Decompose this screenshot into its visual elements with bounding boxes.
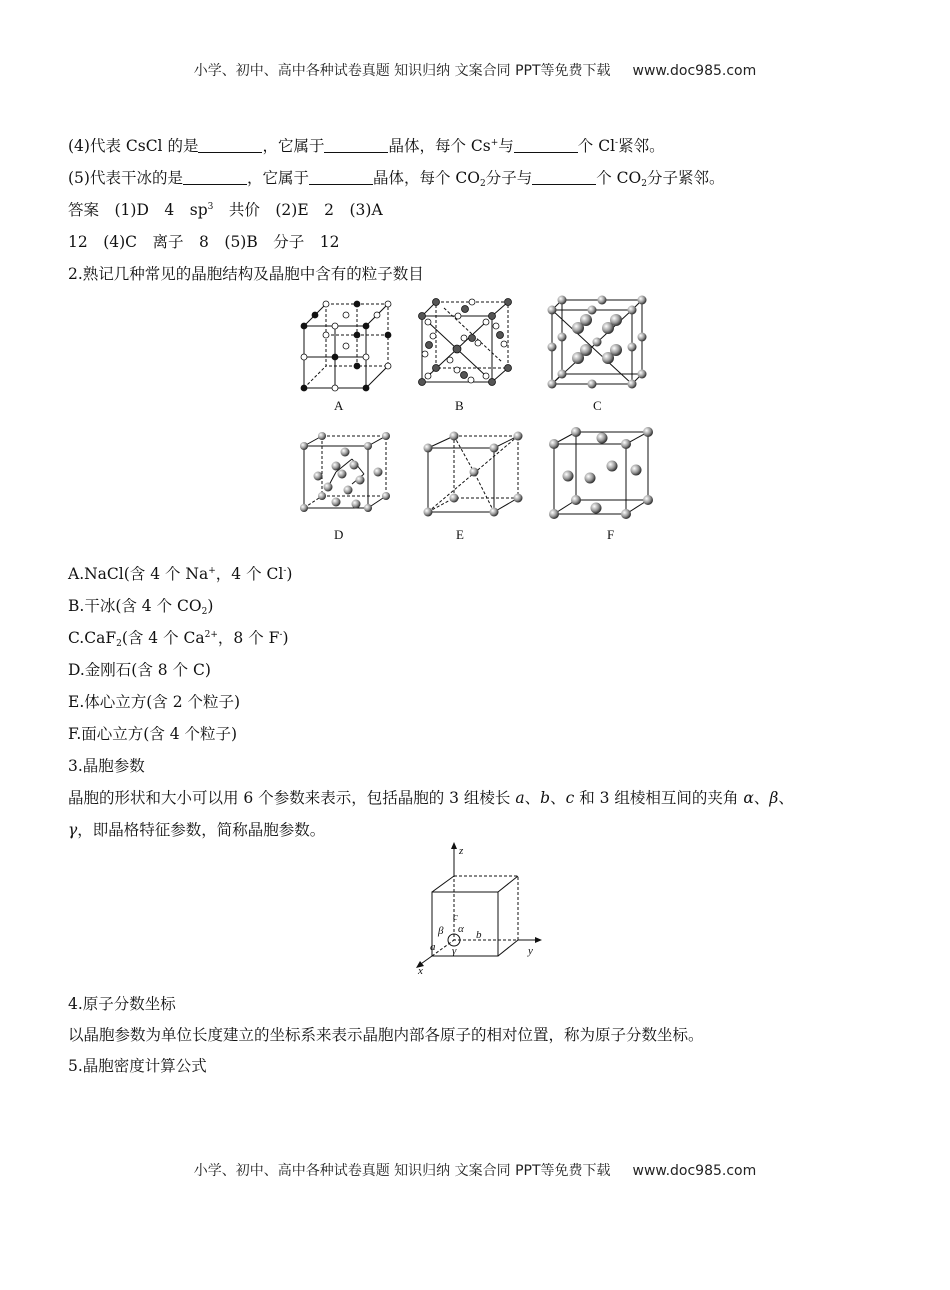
- angle-label-gamma: γ: [452, 945, 457, 957]
- edge-label-b: b: [476, 929, 482, 941]
- figure-label-c: C: [593, 398, 602, 413]
- list-item-e: E.体心立方(含 2 个粒子): [68, 693, 241, 711]
- list-item-f: F.面心立方(含 4 个粒子): [68, 725, 238, 743]
- crystal-figure-f: [548, 428, 652, 520]
- page-header: [0, 60, 950, 80]
- list-item-c: C.CaF$_2$(含 4 个 $Ca^{2+}$，8 个 F-): [68, 629, 289, 649]
- answer-blank[interactable]: [532, 170, 596, 185]
- angle-label-beta: β: [438, 925, 444, 937]
- figure-label-e: E: [456, 527, 464, 542]
- list-item-b: B.干冰(含 4 个 $CO_2$): [68, 597, 214, 617]
- axis-label-x: x: [418, 965, 423, 977]
- list-item-d: D.金刚石(含 8 个 C): [68, 661, 211, 679]
- crystal-figure-b: [414, 298, 516, 386]
- footer-url[interactable]: www.doc985.com: [632, 1163, 757, 1179]
- answer-blank[interactable]: [514, 138, 578, 153]
- figure-label-b: B: [455, 398, 464, 413]
- answer-blank[interactable]: [198, 138, 262, 153]
- crystal-figure-c: [548, 296, 648, 388]
- section-4-title: 4.原子分数坐标: [68, 995, 176, 1013]
- figure-label-a: A: [334, 398, 344, 413]
- section-3-paragraph-line-1: 晶胞的形状和大小可以用 6 个参数来表示，包括晶胞的 3 组棱长 a、b、c 和 3 组棱相互间的夹角 α、β、: [68, 789, 794, 807]
- z-axis-arrow-icon: [451, 842, 457, 849]
- footer-text: 小学、初中、高中各种试卷真题 知识归纳 文案合同 PPT等免费下载: [193, 1163, 611, 1179]
- section-3-title: 3.晶胞参数: [68, 757, 145, 775]
- header-text: 小学、初中、高中各种试卷真题 知识归纳 文案合同 PPT等免费下载: [193, 63, 611, 79]
- crystal-figure-e: [422, 432, 522, 516]
- answer-blank[interactable]: [309, 170, 373, 185]
- section-3-paragraph-line-2: γ，即晶格特征参数，简称晶胞参数。: [68, 821, 326, 839]
- angle-label-alpha: α: [458, 923, 464, 935]
- list-item-a: A.NaCl(含 4 个 Na+，4 个 Cl-): [68, 565, 293, 583]
- answer-line-2: 12 (4)C 离子 8 (5)B 分子 12: [68, 233, 340, 251]
- section-4-paragraph: 以晶胞参数为单位长度建立的坐标系来表示晶胞内部各原子的相对位置，称为原子分数坐标。: [68, 1026, 704, 1044]
- unit-cell-parameter-diagram: [410, 842, 550, 977]
- axis-label-z: z: [459, 845, 464, 857]
- crystal-figure-d: [298, 432, 390, 514]
- question-4: (4)代表 CsCl 的是 ，它属于 晶体，每个 Cs+与 个 Cl-紧邻。: [68, 137, 665, 155]
- page-footer: [0, 1160, 950, 1180]
- answer-blank[interactable]: [183, 170, 247, 185]
- axis-label-y: y: [528, 945, 533, 957]
- edge-label-c: c: [453, 911, 458, 923]
- question-5: (5)代表干冰的是 ，它属于 晶体，每个 $CO_2$分子与 个 $CO_2$分子紧邻。: [68, 169, 725, 189]
- figure-label-d: D: [334, 527, 344, 542]
- crystal-figure-a: [300, 298, 395, 393]
- header-url[interactable]: www.doc985.com: [632, 63, 757, 79]
- section-2-title: 2.熟记几种常见的晶胞结构及晶胞中含有的粒子数目: [68, 265, 424, 283]
- section-5-title: 5.晶胞密度计算公式: [68, 1057, 207, 1075]
- answer-line-1: 答案 (1)D 4 $sp^3$ 共价 (2)E 2 (3)A: [68, 201, 383, 219]
- answer-blank[interactable]: [324, 138, 388, 153]
- y-axis-arrow-icon: [535, 937, 542, 943]
- edge-label-a: a: [430, 941, 436, 953]
- figure-label-f: F: [607, 527, 615, 542]
